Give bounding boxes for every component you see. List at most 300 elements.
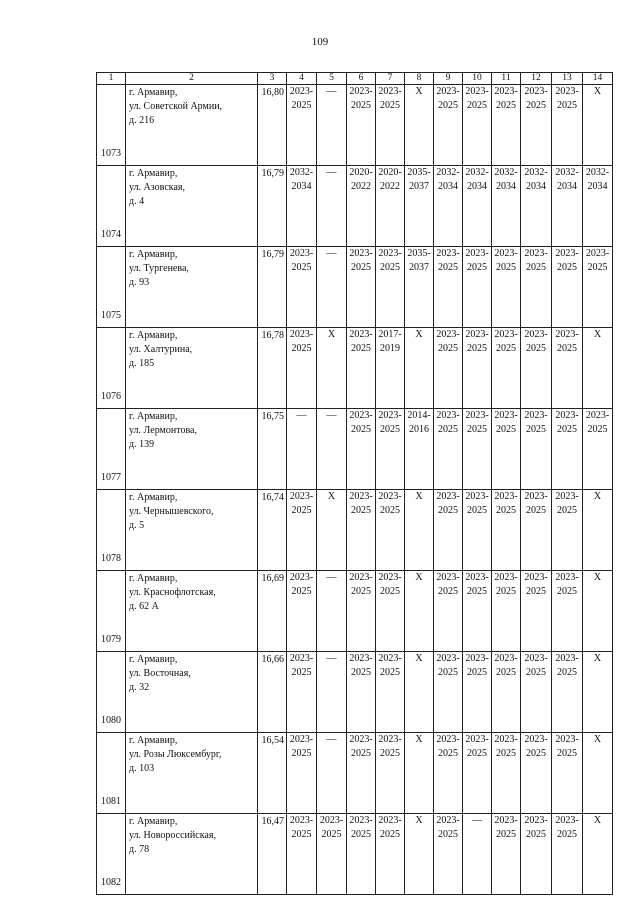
address-line: ул. Азовская,: [129, 182, 186, 193]
period-text: 2034: [526, 181, 546, 192]
period-text: 2023-: [349, 491, 373, 502]
period-text: X: [415, 491, 423, 502]
period-text: X: [415, 734, 423, 745]
period-text: 2025: [496, 586, 516, 597]
period-text: 2025: [557, 748, 577, 759]
period-text: 2023-: [349, 653, 373, 664]
period-cell: [347, 652, 376, 733]
period-text: 2023-: [555, 815, 579, 826]
value-cell: 16,79: [258, 166, 287, 247]
address-line: д. 103: [129, 763, 155, 774]
period-cell: [492, 328, 521, 409]
period-text: 2032-: [524, 167, 548, 178]
period-cell: [583, 85, 613, 166]
period-text: X: [593, 329, 602, 340]
period-cell: [317, 166, 347, 247]
table-row: [97, 652, 613, 733]
period-text: 2025: [496, 505, 516, 516]
period-text: 2017-: [378, 329, 402, 340]
period-text: 2020-: [378, 167, 402, 178]
period-text: 2025: [496, 424, 516, 435]
period-text: 2034: [291, 181, 312, 192]
period-cell: [583, 247, 613, 328]
address-line: ул. Тургенева,: [129, 263, 189, 274]
period-cell: [376, 814, 405, 895]
period-text: 2025: [467, 343, 487, 354]
period-text: 2025: [351, 262, 371, 273]
period-cell: [552, 814, 583, 895]
period-text: X: [593, 86, 602, 97]
period-text: 2025: [557, 505, 577, 516]
period-text: 2025: [587, 424, 608, 435]
table-body: [97, 73, 613, 895]
address-line: г. Армавир,: [129, 735, 178, 746]
address-line: г. Армавир,: [129, 249, 178, 260]
address-line: д. 32: [129, 682, 150, 693]
period-text: X: [327, 491, 336, 502]
column-number: 9: [434, 73, 463, 85]
period-cell: [434, 652, 463, 733]
address-line: д. 4: [129, 196, 145, 207]
period-text: 2023-: [585, 410, 610, 421]
period-text: 2023-: [289, 329, 314, 340]
table-row: [97, 247, 613, 328]
period-text: 2025: [291, 505, 312, 516]
period-cell: [287, 328, 317, 409]
period-cell: [405, 409, 434, 490]
period-cell: [405, 166, 434, 247]
period-text: —: [472, 815, 482, 826]
period-cell: [463, 409, 492, 490]
period-cell: [463, 328, 492, 409]
address-cell: [126, 328, 258, 409]
period-text: 2023-: [289, 86, 314, 97]
period-cell: [552, 490, 583, 571]
period-text: —: [296, 410, 307, 421]
period-text: 2025: [351, 505, 371, 516]
period-cell: [376, 652, 405, 733]
period-cell: [317, 85, 347, 166]
period-text: 2025: [291, 343, 312, 354]
period-cell: [583, 490, 613, 571]
period-text: 2023-: [436, 86, 460, 97]
period-text: 2025: [496, 262, 516, 273]
period-cell: [492, 652, 521, 733]
period-text: 2023-: [524, 410, 548, 421]
value-cell: 16,54: [258, 733, 287, 814]
address-line: ул. Краснофлотская,: [129, 587, 216, 598]
period-text: 2025: [557, 667, 577, 678]
period-text: 2025: [438, 829, 458, 840]
period-text: 2023-: [555, 734, 579, 745]
period-cell: [434, 571, 463, 652]
address-cell: [126, 166, 258, 247]
period-cell: [287, 409, 317, 490]
period-text: 2020-: [349, 167, 373, 178]
period-cell: [405, 814, 434, 895]
period-text: 2025: [351, 586, 371, 597]
period-text: 2025: [351, 748, 371, 759]
period-cell: [552, 409, 583, 490]
row-number: 1077: [97, 409, 126, 490]
period-cell: [463, 652, 492, 733]
address-line: ул. Лермонтова,: [129, 425, 197, 436]
period-text: 2025: [526, 343, 546, 354]
address-line: г. Армавир,: [129, 816, 178, 827]
period-text: 2025: [496, 343, 516, 354]
period-text: 2023-: [436, 410, 460, 421]
row-number: 1079: [97, 571, 126, 652]
period-text: 2025: [351, 424, 371, 435]
period-cell: [347, 571, 376, 652]
period-cell: [492, 409, 521, 490]
period-text: 2034: [557, 181, 577, 192]
row-number: 1081: [97, 733, 126, 814]
period-text: 2023-: [378, 734, 402, 745]
value-cell: 16,47: [258, 814, 287, 895]
period-cell: [287, 490, 317, 571]
value-cell: 16,66: [258, 652, 287, 733]
period-text: 2023-: [349, 86, 373, 97]
period-cell: [376, 409, 405, 490]
period-text: 2023-: [289, 572, 314, 583]
period-cell: [317, 571, 347, 652]
period-text: 2025: [467, 586, 487, 597]
value-cell: 16,79: [258, 247, 287, 328]
period-text: 2025: [380, 262, 400, 273]
value-cell: 16,80: [258, 85, 287, 166]
period-text: 2023-: [494, 734, 518, 745]
period-cell: [317, 733, 347, 814]
period-text: 2035-: [407, 248, 431, 259]
address-line: г. Армавир,: [129, 330, 178, 341]
period-text: 2023-: [555, 86, 579, 97]
period-cell: [287, 814, 317, 895]
address-cell: [126, 814, 258, 895]
period-text: 2025: [557, 586, 577, 597]
period-text: 2025: [380, 505, 400, 516]
value-cell: 16,74: [258, 490, 287, 571]
period-text: 2025: [438, 667, 458, 678]
period-text: —: [326, 734, 337, 745]
period-cell: [405, 733, 434, 814]
period-text: 2023-: [494, 815, 518, 826]
period-cell: [347, 166, 376, 247]
period-text: 2023-: [289, 248, 314, 259]
period-text: 2034: [496, 181, 516, 192]
period-text: 2023-: [349, 410, 373, 421]
period-text: 2023-: [378, 572, 402, 583]
period-text: 2025: [291, 748, 312, 759]
period-cell: [287, 571, 317, 652]
period-text: 2025: [526, 829, 546, 840]
period-text: 2025: [380, 748, 400, 759]
address-cell: [126, 571, 258, 652]
period-cell: [434, 247, 463, 328]
period-text: 2023-: [378, 491, 402, 502]
period-cell: [434, 490, 463, 571]
table-row: [97, 814, 613, 895]
period-text: 2034: [467, 181, 487, 192]
row-number: 1082: [97, 814, 126, 895]
period-cell: [463, 247, 492, 328]
address-line: д. 93: [129, 277, 150, 288]
column-number: 8: [405, 73, 434, 85]
period-cell: [552, 652, 583, 733]
period-cell: [317, 814, 347, 895]
row-number: 1078: [97, 490, 126, 571]
period-cell: [347, 247, 376, 328]
column-number: 6: [347, 73, 376, 85]
address-line: г. Армавир,: [129, 411, 178, 422]
period-text: 2023-: [436, 653, 460, 664]
address-line: ул. Розы Люксембург,: [129, 749, 222, 760]
period-cell: [347, 733, 376, 814]
period-text: 2023-: [494, 410, 518, 421]
period-text: 2023-: [289, 815, 314, 826]
address-line: д. 139: [129, 439, 155, 450]
period-cell: [405, 328, 434, 409]
period-text: 2023-: [524, 815, 548, 826]
period-text: 2025: [526, 424, 546, 435]
period-text: 2023-: [494, 491, 518, 502]
period-text: 2023-: [289, 734, 314, 745]
address-line: д. 78: [129, 844, 150, 855]
address-line: ул. Новороссийская,: [129, 830, 216, 841]
period-text: 2025: [438, 424, 458, 435]
value-cell: 16,78: [258, 328, 287, 409]
column-number: 10: [463, 73, 492, 85]
table-row: [97, 166, 613, 247]
period-cell: [463, 814, 492, 895]
period-text: 2023-: [436, 734, 460, 745]
period-text: 2025: [557, 829, 577, 840]
period-text: X: [593, 653, 602, 664]
period-cell: [492, 490, 521, 571]
period-text: 2023-: [555, 410, 579, 421]
period-text: 2025: [557, 424, 577, 435]
period-text: 2023-: [555, 572, 579, 583]
period-text: 2023-: [436, 248, 460, 259]
period-text: 2025: [380, 586, 400, 597]
address-cell: [126, 85, 258, 166]
period-cell: [552, 166, 583, 247]
value-cell: 16,69: [258, 571, 287, 652]
row-number: 1073: [97, 85, 126, 166]
period-text: 2025: [496, 748, 516, 759]
table-row: [97, 733, 613, 814]
period-text: 2025: [380, 829, 400, 840]
period-cell: [405, 490, 434, 571]
period-text: 2025: [438, 100, 458, 111]
address-line: д. 216: [129, 115, 155, 126]
period-text: 2025: [557, 262, 577, 273]
period-text: 2016: [409, 424, 429, 435]
row-number: 1074: [97, 166, 126, 247]
address-line: д. 5: [129, 520, 145, 531]
period-cell: [287, 733, 317, 814]
period-text: —: [326, 572, 337, 583]
period-cell: [583, 571, 613, 652]
period-text: 2019: [380, 343, 400, 354]
address-cell: [126, 733, 258, 814]
period-cell: [521, 571, 552, 652]
period-text: 2023-: [524, 653, 548, 664]
period-text: 2025: [526, 100, 546, 111]
column-number: 1: [97, 73, 126, 85]
period-cell: [521, 409, 552, 490]
period-text: X: [593, 734, 602, 745]
period-text: 2023-: [494, 572, 518, 583]
period-cell: [552, 571, 583, 652]
period-cell: [434, 166, 463, 247]
period-cell: [347, 328, 376, 409]
column-number: 12: [521, 73, 552, 85]
table-row: [97, 409, 613, 490]
period-cell: [583, 409, 613, 490]
period-text: 2025: [380, 424, 400, 435]
column-number: 2: [126, 73, 258, 85]
period-cell: [583, 814, 613, 895]
period-text: 2025: [351, 343, 371, 354]
period-text: 2025: [291, 586, 312, 597]
period-cell: [521, 85, 552, 166]
period-text: 2023-: [524, 572, 548, 583]
period-text: 2023-: [319, 815, 344, 826]
row-number: 1075: [97, 247, 126, 328]
period-text: 2023-: [289, 653, 314, 664]
period-cell: [347, 814, 376, 895]
period-text: 2025: [467, 505, 487, 516]
period-cell: [376, 571, 405, 652]
period-cell: [317, 328, 347, 409]
column-number: 11: [492, 73, 521, 85]
column-number: 13: [552, 73, 583, 85]
period-cell: [317, 652, 347, 733]
period-text: —: [326, 653, 337, 664]
period-cell: [463, 85, 492, 166]
period-cell: [376, 247, 405, 328]
period-cell: [463, 166, 492, 247]
column-number-row: [97, 73, 613, 85]
address-line: ул. Чернышевского,: [129, 506, 214, 517]
address-line: г. Армавир,: [129, 492, 178, 503]
period-cell: [492, 166, 521, 247]
period-text: 2023-: [585, 248, 610, 259]
period-text: 2023-: [436, 491, 460, 502]
period-text: 2023-: [524, 86, 548, 97]
period-text: —: [326, 86, 337, 97]
page-number: 109: [311, 36, 329, 48]
column-number: 3: [258, 73, 287, 85]
period-text: 2025: [291, 667, 312, 678]
period-cell: [317, 409, 347, 490]
period-cell: [376, 328, 405, 409]
period-text: 2025: [526, 586, 546, 597]
period-cell: [434, 814, 463, 895]
period-text: 2023-: [436, 572, 460, 583]
period-text: 2023-: [289, 491, 314, 502]
address-line: г. Армавир,: [129, 573, 178, 584]
period-cell: [376, 166, 405, 247]
period-text: 2023-: [524, 491, 548, 502]
period-cell: [347, 490, 376, 571]
period-text: —: [326, 248, 337, 259]
period-text: 2037: [409, 262, 429, 273]
period-cell: [317, 247, 347, 328]
period-text: 2035-: [407, 167, 431, 178]
column-number: 4: [287, 73, 317, 85]
period-text: 2025: [526, 262, 546, 273]
period-text: 2025: [291, 100, 312, 111]
period-text: 2025: [557, 343, 577, 354]
period-text: 2023-: [524, 329, 548, 340]
period-text: 2025: [438, 748, 458, 759]
period-text: 2023-: [349, 815, 373, 826]
period-text: 2025: [380, 667, 400, 678]
period-text: 2023-: [465, 329, 489, 340]
period-cell: [347, 409, 376, 490]
table-row: [97, 490, 613, 571]
period-cell: [583, 733, 613, 814]
period-text: 2025: [496, 829, 516, 840]
period-text: 2025: [351, 667, 371, 678]
period-cell: [492, 571, 521, 652]
period-text: 2023-: [465, 734, 489, 745]
period-cell: [552, 85, 583, 166]
period-cell: [287, 85, 317, 166]
address-cell: [126, 490, 258, 571]
period-cell: [287, 652, 317, 733]
address-line: г. Армавир,: [129, 87, 178, 98]
period-cell: [317, 490, 347, 571]
period-text: 2025: [557, 100, 577, 111]
period-text: 2023-: [555, 248, 579, 259]
period-cell: [405, 652, 434, 733]
period-cell: [521, 652, 552, 733]
period-text: 2023-: [349, 572, 373, 583]
period-cell: [463, 490, 492, 571]
period-cell: [521, 814, 552, 895]
address-line: ул. Советской Армии,: [129, 101, 223, 112]
period-text: 2034: [438, 181, 458, 192]
address-line: г. Армавир,: [129, 654, 178, 665]
period-cell: [347, 85, 376, 166]
period-cell: [521, 328, 552, 409]
period-cell: [376, 490, 405, 571]
column-number: 5: [317, 73, 347, 85]
period-text: 2032-: [555, 167, 579, 178]
period-cell: [521, 166, 552, 247]
period-cell: [376, 85, 405, 166]
period-text: 2025: [467, 748, 487, 759]
period-text: X: [415, 815, 423, 826]
period-text: 2023-: [378, 653, 402, 664]
period-cell: [583, 652, 613, 733]
address-line: г. Армавир,: [129, 168, 178, 179]
period-text: 2025: [438, 505, 458, 516]
period-text: 2032-: [436, 167, 460, 178]
period-text: 2023-: [555, 491, 579, 502]
address-line: д. 185: [129, 358, 155, 369]
period-text: 2025: [526, 748, 546, 759]
period-text: 2023-: [378, 410, 402, 421]
period-text: X: [415, 653, 423, 664]
period-text: X: [593, 815, 602, 826]
period-text: 2022: [380, 181, 400, 192]
row-number: 1080: [97, 652, 126, 733]
period-text: 2025: [438, 343, 458, 354]
